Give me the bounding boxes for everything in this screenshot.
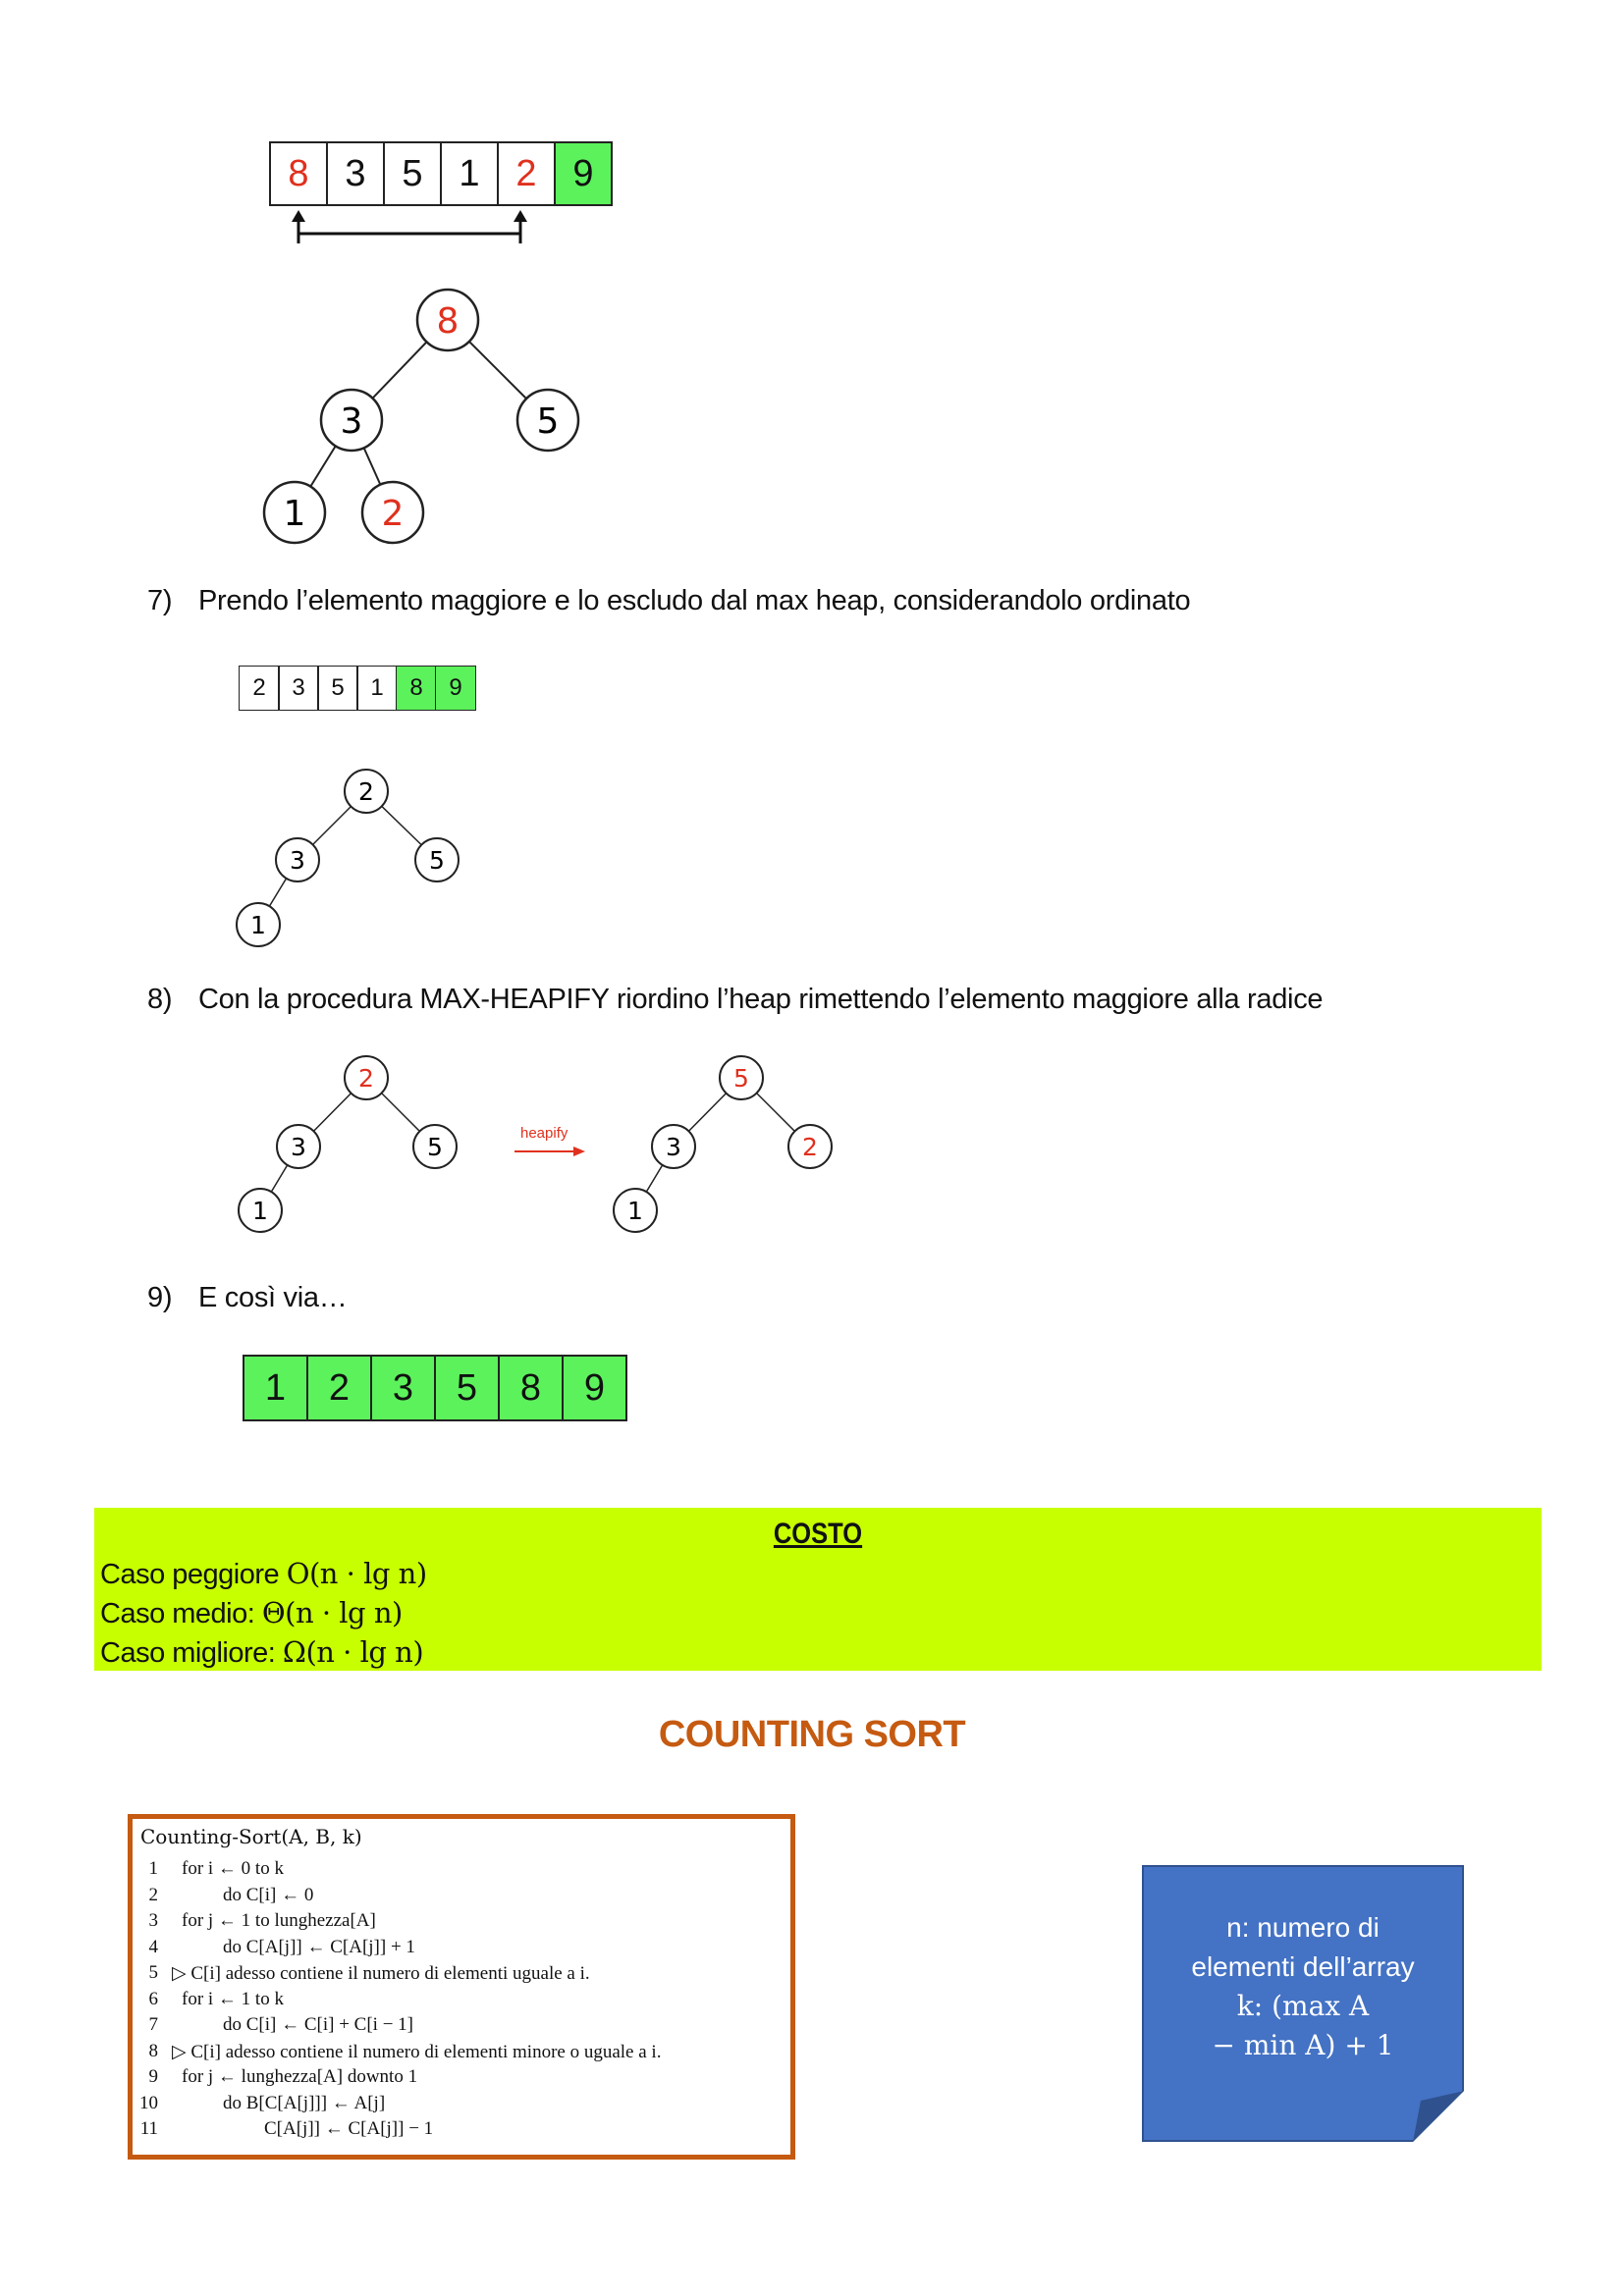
array-cell-sorted: 3 — [370, 1355, 436, 1421]
algorithm-line-number: 8 — [148, 2040, 158, 2061]
tree-node: 1 — [283, 494, 306, 534]
algorithm-line: do C[i] ← 0 — [223, 1884, 314, 1905]
swap-arrow — [285, 208, 540, 247]
tree-node: 5 — [427, 1133, 443, 1161]
algorithm-line: C[A[j]] ← C[A[j]] − 1 — [264, 2118, 434, 2139]
step-8 — [147, 984, 1323, 1016]
algorithm-header: Counting-Sort(A, B, k) — [140, 1825, 362, 1848]
note-text — [1144, 1908, 1462, 2065]
note-line: − min A) + 1 — [1212, 2029, 1394, 2061]
sticky-note — [1142, 1865, 1464, 2142]
array-cell: 5 — [383, 141, 442, 206]
step-number: 8) — [147, 984, 173, 1015]
cost-average — [100, 1596, 403, 1630]
tree-node: 8 — [436, 301, 460, 342]
algorithm-line: for j ← lunghezza[A] downto 1 — [182, 2066, 418, 2087]
cost-label: Caso migliore: — [100, 1637, 283, 1669]
heap-tree-before — [226, 1050, 481, 1247]
algorithm-line: for j ← 1 to lunghezza[A] — [182, 1910, 376, 1931]
note-fold-icon — [1413, 2091, 1464, 2142]
algorithm-line-number: 9 — [148, 2066, 158, 2087]
algorithm-line-number: 1 — [148, 1858, 158, 1879]
cost-label: Caso peggiore — [100, 1559, 287, 1590]
heapify-arrow-icon — [513, 1145, 589, 1158]
tree-node: 5 — [733, 1064, 749, 1093]
tree-node: 1 — [252, 1197, 268, 1225]
heap-tree-step7 — [226, 766, 481, 962]
array-final — [243, 1355, 627, 1421]
array-cell: 5 — [317, 666, 358, 711]
array-top — [269, 141, 613, 206]
tree-node: 5 — [429, 846, 445, 875]
array-cell-sorted: 1 — [243, 1355, 308, 1421]
array-cell: 2 — [239, 666, 280, 711]
array-cell: 8 — [269, 141, 328, 206]
algorithm-line-number: 6 — [148, 1988, 158, 2009]
step-text: Prendo l’elemento maggiore e lo escludo dal max heap, considerandolo ordinato — [198, 585, 1191, 616]
note-line: elementi dell’array — [1191, 1951, 1415, 1982]
array-step7 — [239, 666, 476, 711]
algorithm-line: do C[i] ← C[i] + C[i − 1] — [223, 2014, 413, 2035]
tree-node: 2 — [802, 1133, 818, 1161]
array-cell-sorted: 8 — [396, 666, 437, 711]
algorithm-line: do B[C[A[j]]] ← A[j] — [223, 2092, 386, 2113]
section-title: COUNTING SORT — [658, 1714, 966, 1755]
array-cell-sorted: 2 — [306, 1355, 372, 1421]
tree-node: 1 — [250, 911, 266, 939]
cost-expr: Θ(n · lg n) — [261, 1596, 403, 1629]
cost-expr: O(n · lg n) — [286, 1557, 427, 1590]
step-7 — [147, 585, 1190, 617]
step-text: Con la procedura MAX-HEAPIFY riordino l’heap rimettendo l’elemento maggiore alla radice — [198, 984, 1324, 1015]
tree-node: 3 — [290, 846, 305, 875]
algorithm-line-number: 7 — [148, 2014, 158, 2035]
heap-tree-top — [255, 285, 599, 560]
step-number: 9) — [147, 1282, 173, 1313]
array-cell: 3 — [278, 666, 319, 711]
cost-box — [94, 1508, 1542, 1671]
array-cell: 1 — [356, 666, 398, 711]
algorithm-line: do C[A[j]] ← C[A[j]] + 1 — [223, 1936, 415, 1957]
algorithm-line: ▷ C[i] adesso contiene il numero di elementi uguale a i. — [172, 1963, 590, 1984]
tree-node: 5 — [536, 401, 560, 442]
algorithm-box — [128, 1814, 795, 2160]
step-9 — [147, 1282, 347, 1314]
step-number: 7) — [147, 585, 173, 616]
array-cell-sorted: 5 — [434, 1355, 500, 1421]
cost-title: COSTO — [773, 1518, 863, 1550]
tree-node: 2 — [381, 494, 405, 534]
tree-node: 3 — [666, 1133, 681, 1161]
algorithm-line-number: 11 — [139, 2118, 158, 2139]
algorithm-line-number: 5 — [148, 1962, 158, 1983]
array-cell-sorted: 9 — [562, 1355, 627, 1421]
cost-label: Caso medio: — [100, 1598, 262, 1629]
algorithm-line: for i ← 0 to k — [182, 1858, 284, 1879]
array-cell: 2 — [497, 141, 556, 206]
note-line: n: numero di — [1226, 1912, 1380, 1943]
tree-node: 1 — [627, 1197, 643, 1225]
step-text: E così via… — [198, 1282, 348, 1313]
algorithm-line: ▷ C[i] adesso contiene il numero di elementi minore o uguale a i. — [172, 2041, 662, 2062]
array-cell: 3 — [326, 141, 385, 206]
algorithm-line-number: 3 — [148, 1910, 158, 1931]
note-line: k: (max A — [1236, 1990, 1370, 2022]
algorithm-line-number: 10 — [139, 2092, 158, 2113]
tree-node: 3 — [340, 401, 363, 442]
array-cell-sorted: 8 — [498, 1355, 564, 1421]
tree-node: 3 — [291, 1133, 306, 1161]
cost-best — [100, 1635, 423, 1670]
cost-worst — [100, 1557, 427, 1591]
algorithm-line: for i ← 1 to k — [182, 1988, 284, 2009]
algorithm-line-number: 2 — [148, 1884, 158, 1905]
heap-tree-after — [601, 1050, 856, 1247]
array-cell-sorted: 9 — [554, 141, 613, 206]
algorithm-line-number: 4 — [148, 1936, 158, 1957]
heapify-label: heapify — [520, 1125, 568, 1142]
array-cell: 1 — [440, 141, 499, 206]
array-cell-sorted: 9 — [435, 666, 476, 711]
cost-expr: Ω(n · lg n) — [282, 1635, 424, 1669]
tree-node: 2 — [358, 1064, 374, 1093]
tree-node: 2 — [358, 777, 374, 806]
